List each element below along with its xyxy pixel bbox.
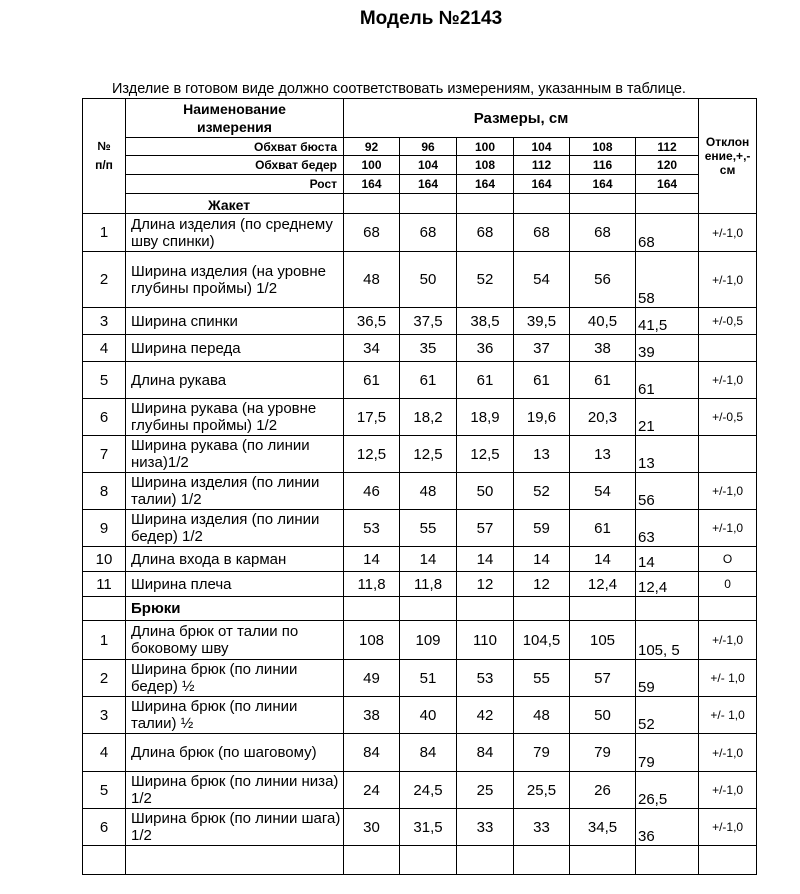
deviation-value — [699, 436, 757, 473]
bust-value: 96 — [400, 138, 457, 156]
size-value: 34 — [344, 335, 400, 362]
table-row — [83, 772, 757, 809]
size-value: 48 — [400, 473, 457, 510]
header-deviation-line3: см — [719, 163, 736, 177]
size-value: 30 — [344, 809, 400, 846]
row-number: 4 — [83, 734, 126, 772]
row-number: 6 — [83, 809, 126, 846]
measurement-name: Ширина брюк (по линии шага) 1/2 — [126, 809, 344, 846]
table-row — [83, 547, 757, 572]
measurement-table — [82, 98, 757, 875]
table-row — [83, 809, 757, 846]
height-value: 164 — [636, 175, 699, 194]
row-number: 3 — [83, 697, 126, 734]
size-value: 49 — [344, 660, 400, 697]
header-number — [83, 99, 126, 214]
size-value: 12,4 — [570, 572, 636, 597]
bust-value: 100 — [457, 138, 514, 156]
empty-cell — [457, 194, 514, 214]
section-row-trousers — [83, 597, 757, 621]
page-title: Модель №2143 — [359, 8, 503, 29]
size-value: 11,8 — [344, 572, 400, 597]
measurement-name: Ширина изделия (по линии бедер) 1/2 — [126, 510, 344, 547]
measurement-name: Ширина изделия (по линии талии) 1/2 — [126, 473, 344, 510]
height-value: 164 — [400, 175, 457, 194]
empty-cell — [636, 846, 699, 875]
empty-cell — [514, 846, 570, 875]
size-value: 38 — [344, 697, 400, 734]
row-number: 1 — [83, 214, 126, 252]
size-value: 39,5 — [514, 308, 570, 335]
size-value: 57 — [570, 660, 636, 697]
table-row — [83, 252, 757, 308]
size-value: 13 — [514, 436, 570, 473]
size-value: 13 — [570, 436, 636, 473]
size-value: 12,5 — [400, 436, 457, 473]
deviation-value: +/-1,0 — [699, 214, 757, 252]
empty-cell — [636, 194, 699, 214]
row-number: 1 — [83, 621, 126, 660]
size-value: 14 — [514, 547, 570, 572]
header-name — [126, 99, 344, 138]
height-value: 164 — [570, 175, 636, 194]
size-value: 14 — [344, 547, 400, 572]
size-value: 68 — [344, 214, 400, 252]
size-value: 34,5 — [570, 809, 636, 846]
row-number: 2 — [83, 660, 126, 697]
deviation-value: 0 — [699, 572, 757, 597]
table-row — [83, 660, 757, 697]
size-value: 14 — [636, 547, 699, 572]
size-value: 18,9 — [457, 399, 514, 436]
size-value: 54 — [570, 473, 636, 510]
table-row — [83, 214, 757, 252]
size-value: 68 — [400, 214, 457, 252]
header-deviation-line2: ение,+,- — [704, 149, 751, 163]
deviation-value: +/-1,0 — [699, 510, 757, 547]
size-value: 84 — [344, 734, 400, 772]
size-value: 53 — [344, 510, 400, 547]
header-deviation — [699, 99, 757, 214]
size-value: 50 — [457, 473, 514, 510]
header-number-line1: № — [97, 139, 111, 153]
hips-value: 104 — [400, 156, 457, 175]
bust-value: 104 — [514, 138, 570, 156]
size-value: 13 — [636, 436, 699, 473]
deviation-value: +/-1,0 — [699, 252, 757, 308]
size-value: 39 — [636, 335, 699, 362]
size-value: 14 — [570, 547, 636, 572]
size-value: 12 — [514, 572, 570, 597]
empty-cell — [514, 597, 570, 621]
size-value: 26,5 — [636, 772, 699, 809]
size-value: 110 — [457, 621, 514, 660]
size-value: 33 — [514, 809, 570, 846]
row-number: 2 — [83, 252, 126, 308]
hips-label: Обхват бедер — [126, 156, 344, 175]
size-value: 61 — [570, 510, 636, 547]
header-name-line1: Наименование — [183, 101, 286, 117]
header-row-sizes — [83, 99, 757, 138]
deviation-value: +/-1,0 — [699, 772, 757, 809]
empty-cell — [570, 194, 636, 214]
size-value: 37 — [514, 335, 570, 362]
bust-label: Обхват бюста — [126, 138, 344, 156]
header-deviation-line1: Отклон — [705, 135, 750, 149]
size-value: 48 — [344, 252, 400, 308]
size-value: 24 — [344, 772, 400, 809]
height-value: 164 — [514, 175, 570, 194]
bust-value: 92 — [344, 138, 400, 156]
size-value: 52 — [457, 252, 514, 308]
empty-cell — [699, 597, 757, 621]
size-value: 40 — [400, 697, 457, 734]
table-row — [83, 473, 757, 510]
deviation-value: +/-0,5 — [699, 399, 757, 436]
table-row — [83, 436, 757, 473]
empty-cell — [83, 597, 126, 621]
measurement-name: Ширина переда — [126, 335, 344, 362]
deviation-value — [699, 335, 757, 362]
empty-cell — [400, 597, 457, 621]
measurement-name: Ширина плеча — [126, 572, 344, 597]
table-note: Изделие в готовом виде должно соответствовать измерениям, указанным в таблице. — [112, 81, 686, 97]
header-row-height — [83, 175, 757, 194]
header-sizes: Размеры, см — [344, 99, 699, 138]
size-value: 108 — [344, 621, 400, 660]
size-value: 48 — [514, 697, 570, 734]
size-value: 68 — [457, 214, 514, 252]
section-jacket-label: Жакет — [126, 194, 344, 214]
size-value: 68 — [514, 214, 570, 252]
measurement-name: Длина изделия (по среднему шву спинки) — [126, 214, 344, 252]
size-value: 61 — [514, 362, 570, 399]
header-row-bust — [83, 138, 757, 156]
empty-cell — [636, 597, 699, 621]
size-value: 79 — [636, 734, 699, 772]
size-value: 55 — [400, 510, 457, 547]
header-number-line2: п/п — [95, 158, 113, 172]
hips-value: 108 — [457, 156, 514, 175]
row-number: 4 — [83, 335, 126, 362]
size-value: 37,5 — [400, 308, 457, 335]
size-value: 24,5 — [400, 772, 457, 809]
hips-value: 100 — [344, 156, 400, 175]
size-value: 46 — [344, 473, 400, 510]
size-value: 109 — [400, 621, 457, 660]
size-value: 35 — [400, 335, 457, 362]
row-number: 5 — [83, 362, 126, 399]
hips-value: 112 — [514, 156, 570, 175]
size-value: 68 — [570, 214, 636, 252]
section-row-jacket — [83, 194, 757, 214]
measurement-name: Длина брюк (по шаговому) — [126, 734, 344, 772]
deviation-value: +/- 1,0 — [699, 697, 757, 734]
size-value: 105 — [570, 621, 636, 660]
measurement-name: Ширина рукава (по линии низа)1/2 — [126, 436, 344, 473]
height-value: 164 — [457, 175, 514, 194]
size-value: 12,5 — [457, 436, 514, 473]
empty-cell — [457, 846, 514, 875]
table-row — [83, 399, 757, 436]
row-number: 8 — [83, 473, 126, 510]
size-value: 41,5 — [636, 308, 699, 335]
size-value: 59 — [514, 510, 570, 547]
deviation-value: +/-1,0 — [699, 809, 757, 846]
size-value: 52 — [636, 697, 699, 734]
row-number: 6 — [83, 399, 126, 436]
size-value: 33 — [457, 809, 514, 846]
measurement-name: Ширина изделия (на уровне глубины проймы) 1/2 — [126, 252, 344, 308]
height-label: Рост — [126, 175, 344, 194]
size-value: 21 — [636, 399, 699, 436]
height-value: 164 — [344, 175, 400, 194]
hips-value: 116 — [570, 156, 636, 175]
measurement-name: Длина входа в карман — [126, 547, 344, 572]
table-row — [83, 510, 757, 547]
size-value: 36 — [457, 335, 514, 362]
size-value: 61 — [344, 362, 400, 399]
size-value: 61 — [636, 362, 699, 399]
row-number: 3 — [83, 308, 126, 335]
size-value: 56 — [570, 252, 636, 308]
empty-cell — [83, 846, 126, 875]
table-row — [83, 362, 757, 399]
size-value: 79 — [570, 734, 636, 772]
size-value: 68 — [636, 214, 699, 252]
measurement-name: Длина брюк от талии по боковому шву — [126, 621, 344, 660]
size-value: 17,5 — [344, 399, 400, 436]
table-body — [83, 99, 757, 875]
measurement-name: Ширина рукава (на уровне глубины проймы) 1/2 — [126, 399, 344, 436]
bust-value: 112 — [636, 138, 699, 156]
measurement-name: Ширина спинки — [126, 308, 344, 335]
size-value: 79 — [514, 734, 570, 772]
empty-cell — [344, 846, 400, 875]
empty-cell — [400, 194, 457, 214]
size-value: 58 — [636, 252, 699, 308]
table-row-empty — [83, 846, 757, 875]
size-value: 84 — [400, 734, 457, 772]
size-value: 12,4 — [636, 572, 699, 597]
empty-cell — [514, 194, 570, 214]
size-value: 26 — [570, 772, 636, 809]
deviation-value: +/-1,0 — [699, 362, 757, 399]
size-value: 38 — [570, 335, 636, 362]
empty-cell — [126, 846, 344, 875]
size-value: 53 — [457, 660, 514, 697]
size-value: 25,5 — [514, 772, 570, 809]
size-value: 105, 5 — [636, 621, 699, 660]
empty-cell — [400, 846, 457, 875]
empty-cell — [344, 194, 400, 214]
row-number: 9 — [83, 510, 126, 547]
size-value: 18,2 — [400, 399, 457, 436]
size-value: 14 — [400, 547, 457, 572]
deviation-value: +/-1,0 — [699, 734, 757, 772]
size-value: 50 — [400, 252, 457, 308]
size-value: 42 — [457, 697, 514, 734]
empty-cell — [570, 846, 636, 875]
row-number: 11 — [83, 572, 126, 597]
size-value: 12 — [457, 572, 514, 597]
size-value: 40,5 — [570, 308, 636, 335]
size-value: 51 — [400, 660, 457, 697]
measurement-name: Ширина брюк (по линии низа) 1/2 — [126, 772, 344, 809]
header-name-line2: измерения — [197, 119, 272, 135]
section-trousers-label: Брюки — [126, 597, 344, 621]
row-number: 7 — [83, 436, 126, 473]
measurement-name: Ширина брюк (по линии талии) ½ — [126, 697, 344, 734]
hips-value: 120 — [636, 156, 699, 175]
header-row-hips — [83, 156, 757, 175]
size-value: 31,5 — [400, 809, 457, 846]
size-value: 61 — [400, 362, 457, 399]
measurement-name: Ширина брюк (по линии бедер) ½ — [126, 660, 344, 697]
row-number: 10 — [83, 547, 126, 572]
size-value: 59 — [636, 660, 699, 697]
table-row — [83, 308, 757, 335]
deviation-value: +/-0,5 — [699, 308, 757, 335]
table-row — [83, 621, 757, 660]
size-value: 63 — [636, 510, 699, 547]
size-value: 61 — [570, 362, 636, 399]
deviation-value: О — [699, 547, 757, 572]
table-row — [83, 572, 757, 597]
empty-cell — [570, 597, 636, 621]
size-value: 36 — [636, 809, 699, 846]
size-value: 84 — [457, 734, 514, 772]
table-row — [83, 335, 757, 362]
size-value: 52 — [514, 473, 570, 510]
size-value: 25 — [457, 772, 514, 809]
bust-value: 108 — [570, 138, 636, 156]
deviation-value: +/- 1,0 — [699, 660, 757, 697]
deviation-value: +/-1,0 — [699, 473, 757, 510]
size-value: 104,5 — [514, 621, 570, 660]
size-value: 61 — [457, 362, 514, 399]
measurement-name: Длина рукава — [126, 362, 344, 399]
empty-cell — [699, 846, 757, 875]
table-row — [83, 697, 757, 734]
size-value: 50 — [570, 697, 636, 734]
size-value: 56 — [636, 473, 699, 510]
size-value: 11,8 — [400, 572, 457, 597]
empty-cell — [344, 597, 400, 621]
size-value: 55 — [514, 660, 570, 697]
row-number: 5 — [83, 772, 126, 809]
size-value: 36,5 — [344, 308, 400, 335]
deviation-value: +/-1,0 — [699, 621, 757, 660]
size-value: 57 — [457, 510, 514, 547]
size-value: 14 — [457, 547, 514, 572]
size-value: 54 — [514, 252, 570, 308]
size-value: 19,6 — [514, 399, 570, 436]
size-value: 38,5 — [457, 308, 514, 335]
size-value: 20,3 — [570, 399, 636, 436]
table-row — [83, 734, 757, 772]
empty-cell — [457, 597, 514, 621]
size-value: 12,5 — [344, 436, 400, 473]
